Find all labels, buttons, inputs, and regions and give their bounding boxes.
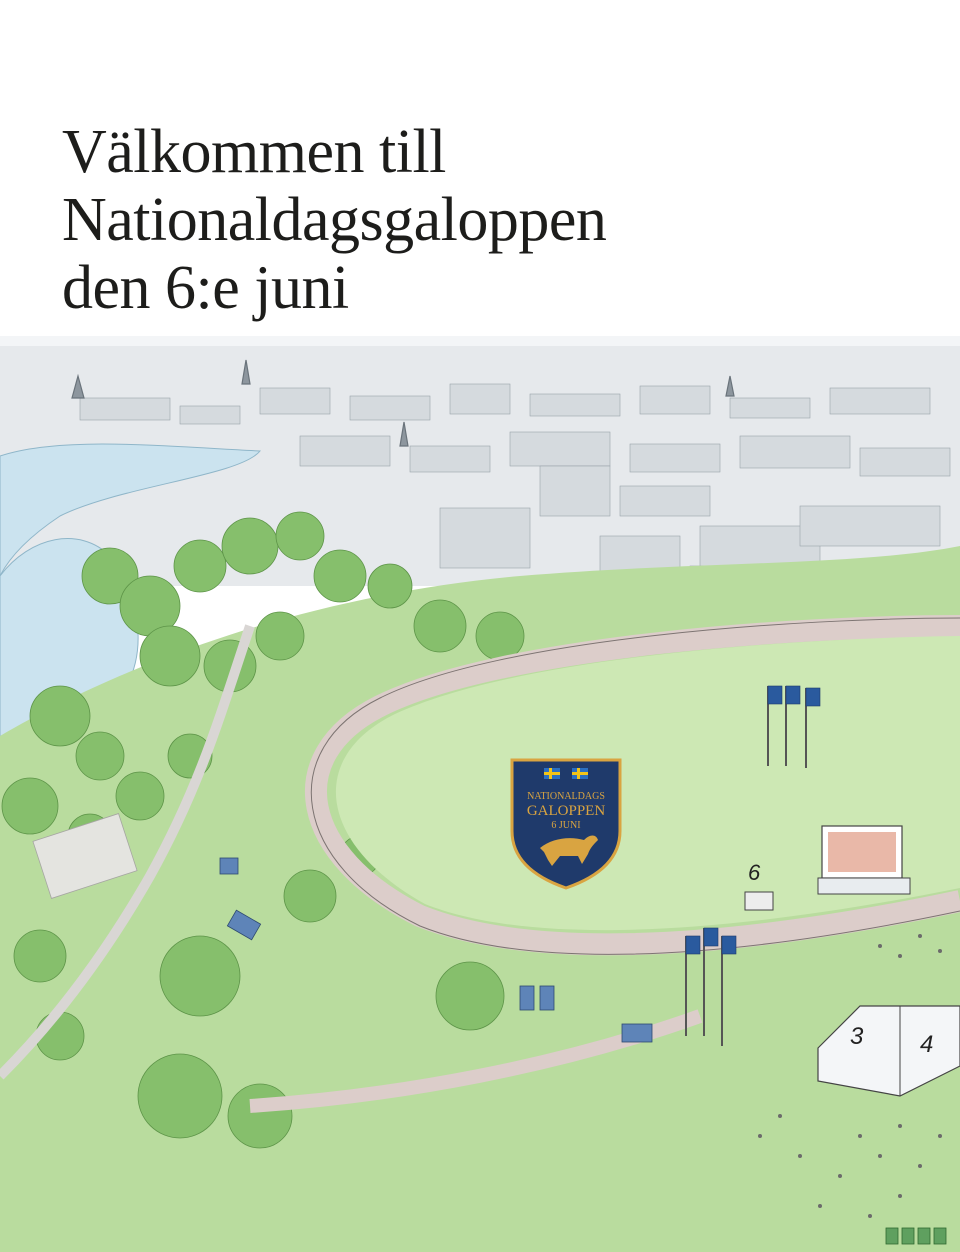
area-6-booth — [745, 892, 773, 910]
heading-line-2: Nationaldagsgaloppen — [62, 186, 607, 254]
area-3-label: 3 — [850, 1023, 864, 1050]
venue-illustration-map — [0, 336, 960, 1252]
screen-truck — [818, 826, 910, 894]
area-6-label: 6 — [748, 860, 761, 885]
logo-line-1: NATIONALDAGS — [527, 791, 605, 802]
heading-line-1: Välkommen till — [62, 118, 446, 186]
heading-line-3: den 6:e juni — [62, 254, 349, 322]
logo-line-3: 6 JUNI — [551, 820, 581, 831]
page-heading — [62, 118, 942, 322]
event-logo — [512, 760, 620, 888]
area-4-label: 4 — [920, 1031, 934, 1058]
logo-line-2: GALOPPEN — [526, 803, 606, 819]
